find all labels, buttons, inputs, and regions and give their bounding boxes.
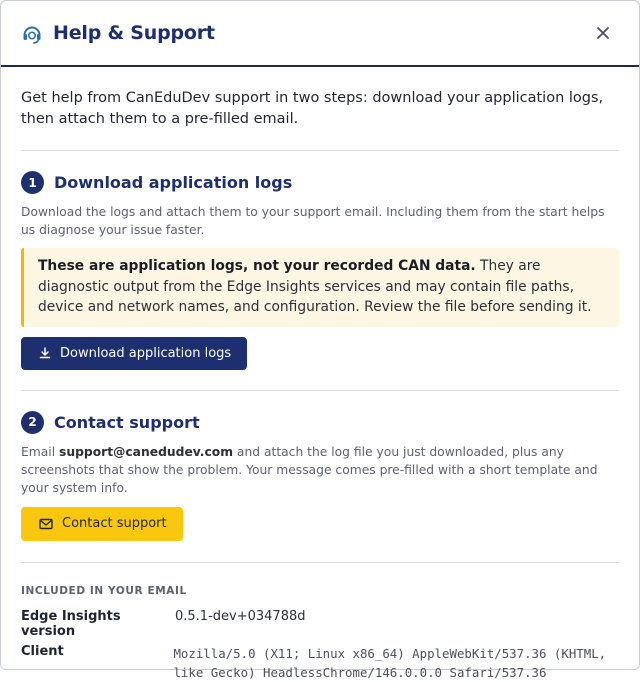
step-2-number: 2 (21, 411, 44, 434)
dialog-title: Help & Support (53, 22, 215, 44)
mail-icon (39, 518, 53, 530)
dialog-header (1, 1, 639, 67)
logs-warning-callout (21, 248, 619, 327)
headset-help-icon (21, 23, 43, 45)
client-key: Client (21, 643, 64, 659)
download-logs-label: Download application logs (60, 345, 232, 361)
contact-support-button[interactable] (21, 507, 183, 541)
desc-suffix: and attach the log file you just downloaded, plus any screenshots that show the problem. Your message comes pre-filled with a short template and your system info. (21, 444, 598, 495)
client-value: Mozilla/5.0 (X11; Linux x86_64) AppleWebKit/537.36 (KHTML, like Gecko) HeadlessChrome/146.0.0.0 Safari/537.36 (173, 645, 607, 680)
step-1-number: 1 (21, 171, 44, 194)
version-key: Edge Insights version (21, 608, 121, 639)
desc-prefix: Email (21, 444, 60, 459)
intro-text: Get help from CanEduDev support in two steps: download your application logs, then attach them to a pre-filled email. (21, 90, 604, 127)
warning-bold-text: These are application logs, not your recorded CAN data. (38, 258, 476, 274)
step-2-description (21, 443, 619, 497)
step-1-description: Download the logs and attach them to your support email. Including them from the start helps us diagnose your issue faster. (21, 205, 605, 237)
version-value: 0.5.1-dev+034788d (175, 608, 306, 624)
divider (21, 150, 619, 151)
download-icon (39, 347, 51, 359)
support-email: support@canedudev.com (59, 444, 234, 459)
warning-text: They are diagnostic output from the Edge Insights services and may contain file paths, device and network names, and configuration. Review the file before sending it. (38, 258, 592, 315)
client-row (21, 644, 619, 682)
contact-support-label: Contact support (62, 516, 167, 531)
step-2-title: Contact support (54, 412, 200, 432)
step-1-header (21, 171, 619, 194)
close-button[interactable] (593, 23, 613, 43)
version-row (21, 609, 619, 639)
divider (21, 390, 619, 391)
close-icon (597, 27, 609, 39)
dialog-body (1, 88, 639, 682)
included-section-label: INCLUDED IN YOUR EMAIL (21, 584, 187, 597)
step-2-header (21, 411, 619, 434)
step-1-title: Download application logs (54, 173, 293, 192)
divider (21, 562, 619, 563)
download-logs-button[interactable] (21, 337, 247, 370)
